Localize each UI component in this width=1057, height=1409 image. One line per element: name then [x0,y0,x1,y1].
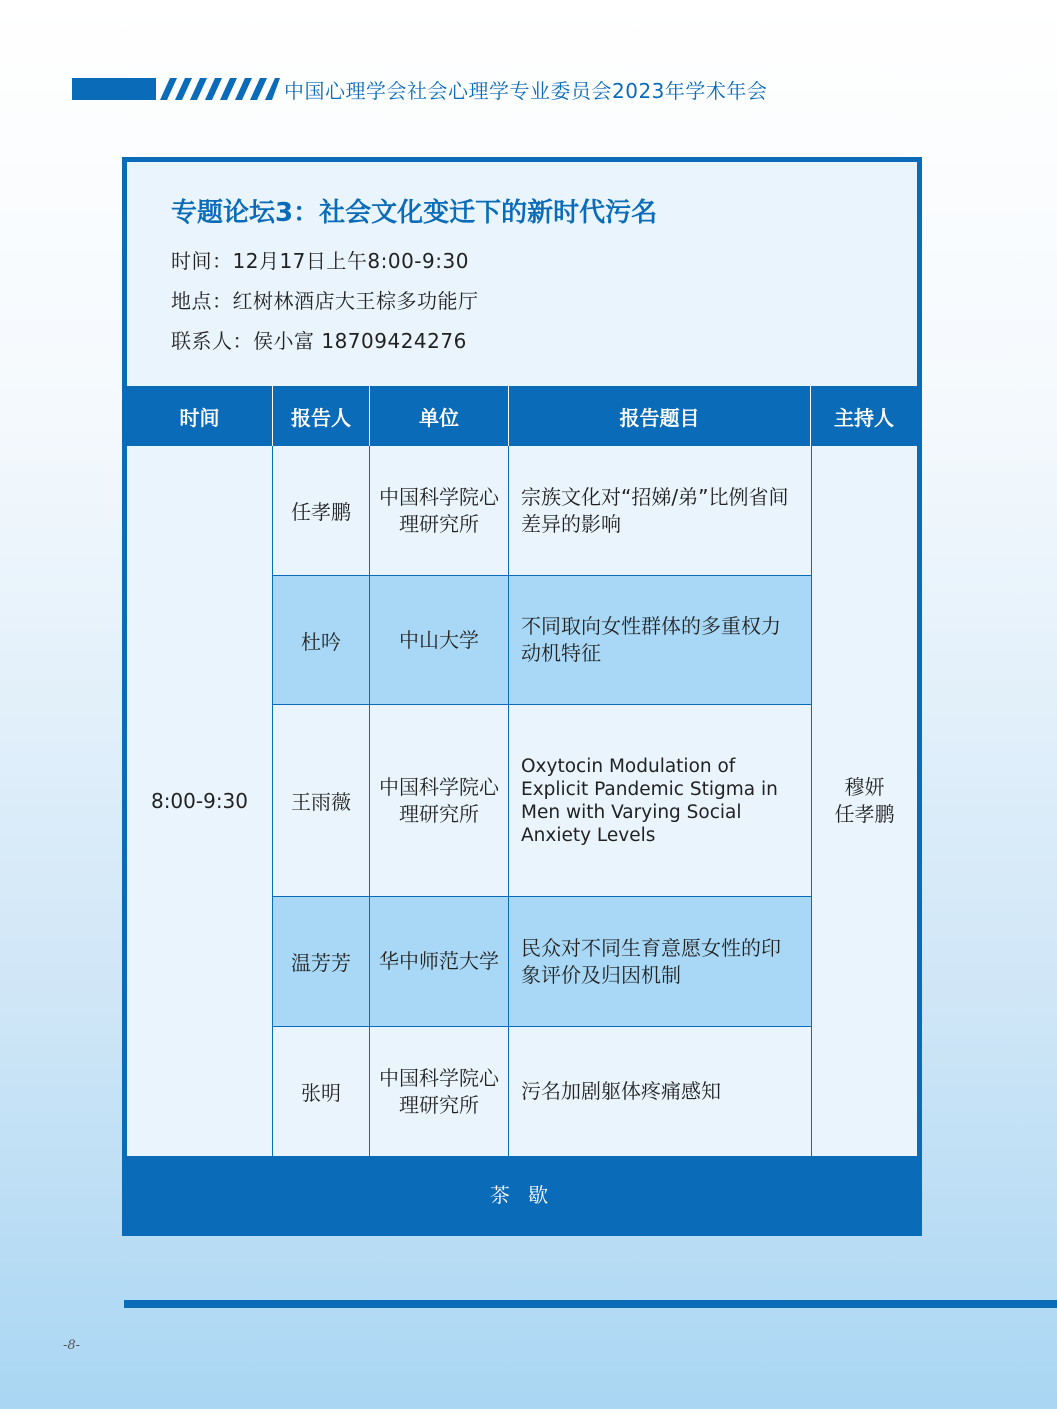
forum-contact: 联系人：侯小富 18709424276 [171,329,467,353]
talk-topic: 污名加剧躯体疼痛感知 [521,1079,721,1103]
header-time: 时间 [127,386,273,446]
speaker-unit: 中国科学院心理研究所 [370,446,509,575]
header-unit: 单位 [370,386,509,446]
speaker-unit: 中国科学院心理研究所 [370,1027,509,1156]
host-name: 穆妍 [844,775,885,799]
host-name: 任孝鹏 [834,802,895,826]
speaker-name: 温芳芳 [273,897,370,1026]
forum-panel [122,157,922,1236]
speaker-name: 张明 [273,1027,370,1156]
talk-topic: Oxytocin Modulation of Explicit Pandemic Stigma in Men with Varying Social Anxiety Levels [521,755,778,846]
forum-title: 专题论坛3：社会文化变迁下的新时代污名 [171,198,658,228]
talk-topic: 宗族文化对“招娣/弟”比例省间差异的影响 [521,484,789,536]
session-hosts [811,446,917,1156]
forum-info [171,192,657,354]
speaker-name: 任孝鹏 [273,446,370,575]
forum-place: 地点：红树林酒店大王棕多功能厅 [171,289,479,313]
table-row [273,576,811,705]
schedule-table-body [127,446,917,1156]
header-stripes-decoration [150,78,280,100]
header-accent-bar [72,78,156,100]
header-speaker: 报告人 [273,386,370,446]
conference-title: 中国心理学会社会心理学专业委员会2023年学术年会 [284,79,768,103]
header-topic: 报告题目 [509,386,811,446]
tea-break-row: 茶 歇 [127,1156,917,1231]
schedule-table-header [127,386,917,446]
speaker-unit: 中国科学院心理研究所 [370,705,509,896]
speaker-unit: 中山大学 [370,576,509,704]
footer-rule [124,1300,1057,1308]
page-number: -8- [63,1338,81,1353]
table-row [273,897,811,1027]
table-row [273,1027,811,1156]
table-row [273,446,811,576]
speaker-unit: 华中师范大学 [370,897,509,1026]
talk-topic: 不同取向女性群体的多重权力动机特征 [521,614,781,665]
speaker-name: 杜吟 [273,576,370,704]
forum-time: 时间：12月17日上午8:00-9:30 [171,249,469,273]
header-host: 主持人 [834,405,894,430]
speaker-name: 王雨薇 [273,705,370,896]
table-row [273,705,811,897]
talk-topic: 民众对不同生育意愿女性的印象评价及归因机制 [521,935,781,987]
session-time: 8:00-9:30 [127,446,273,1156]
